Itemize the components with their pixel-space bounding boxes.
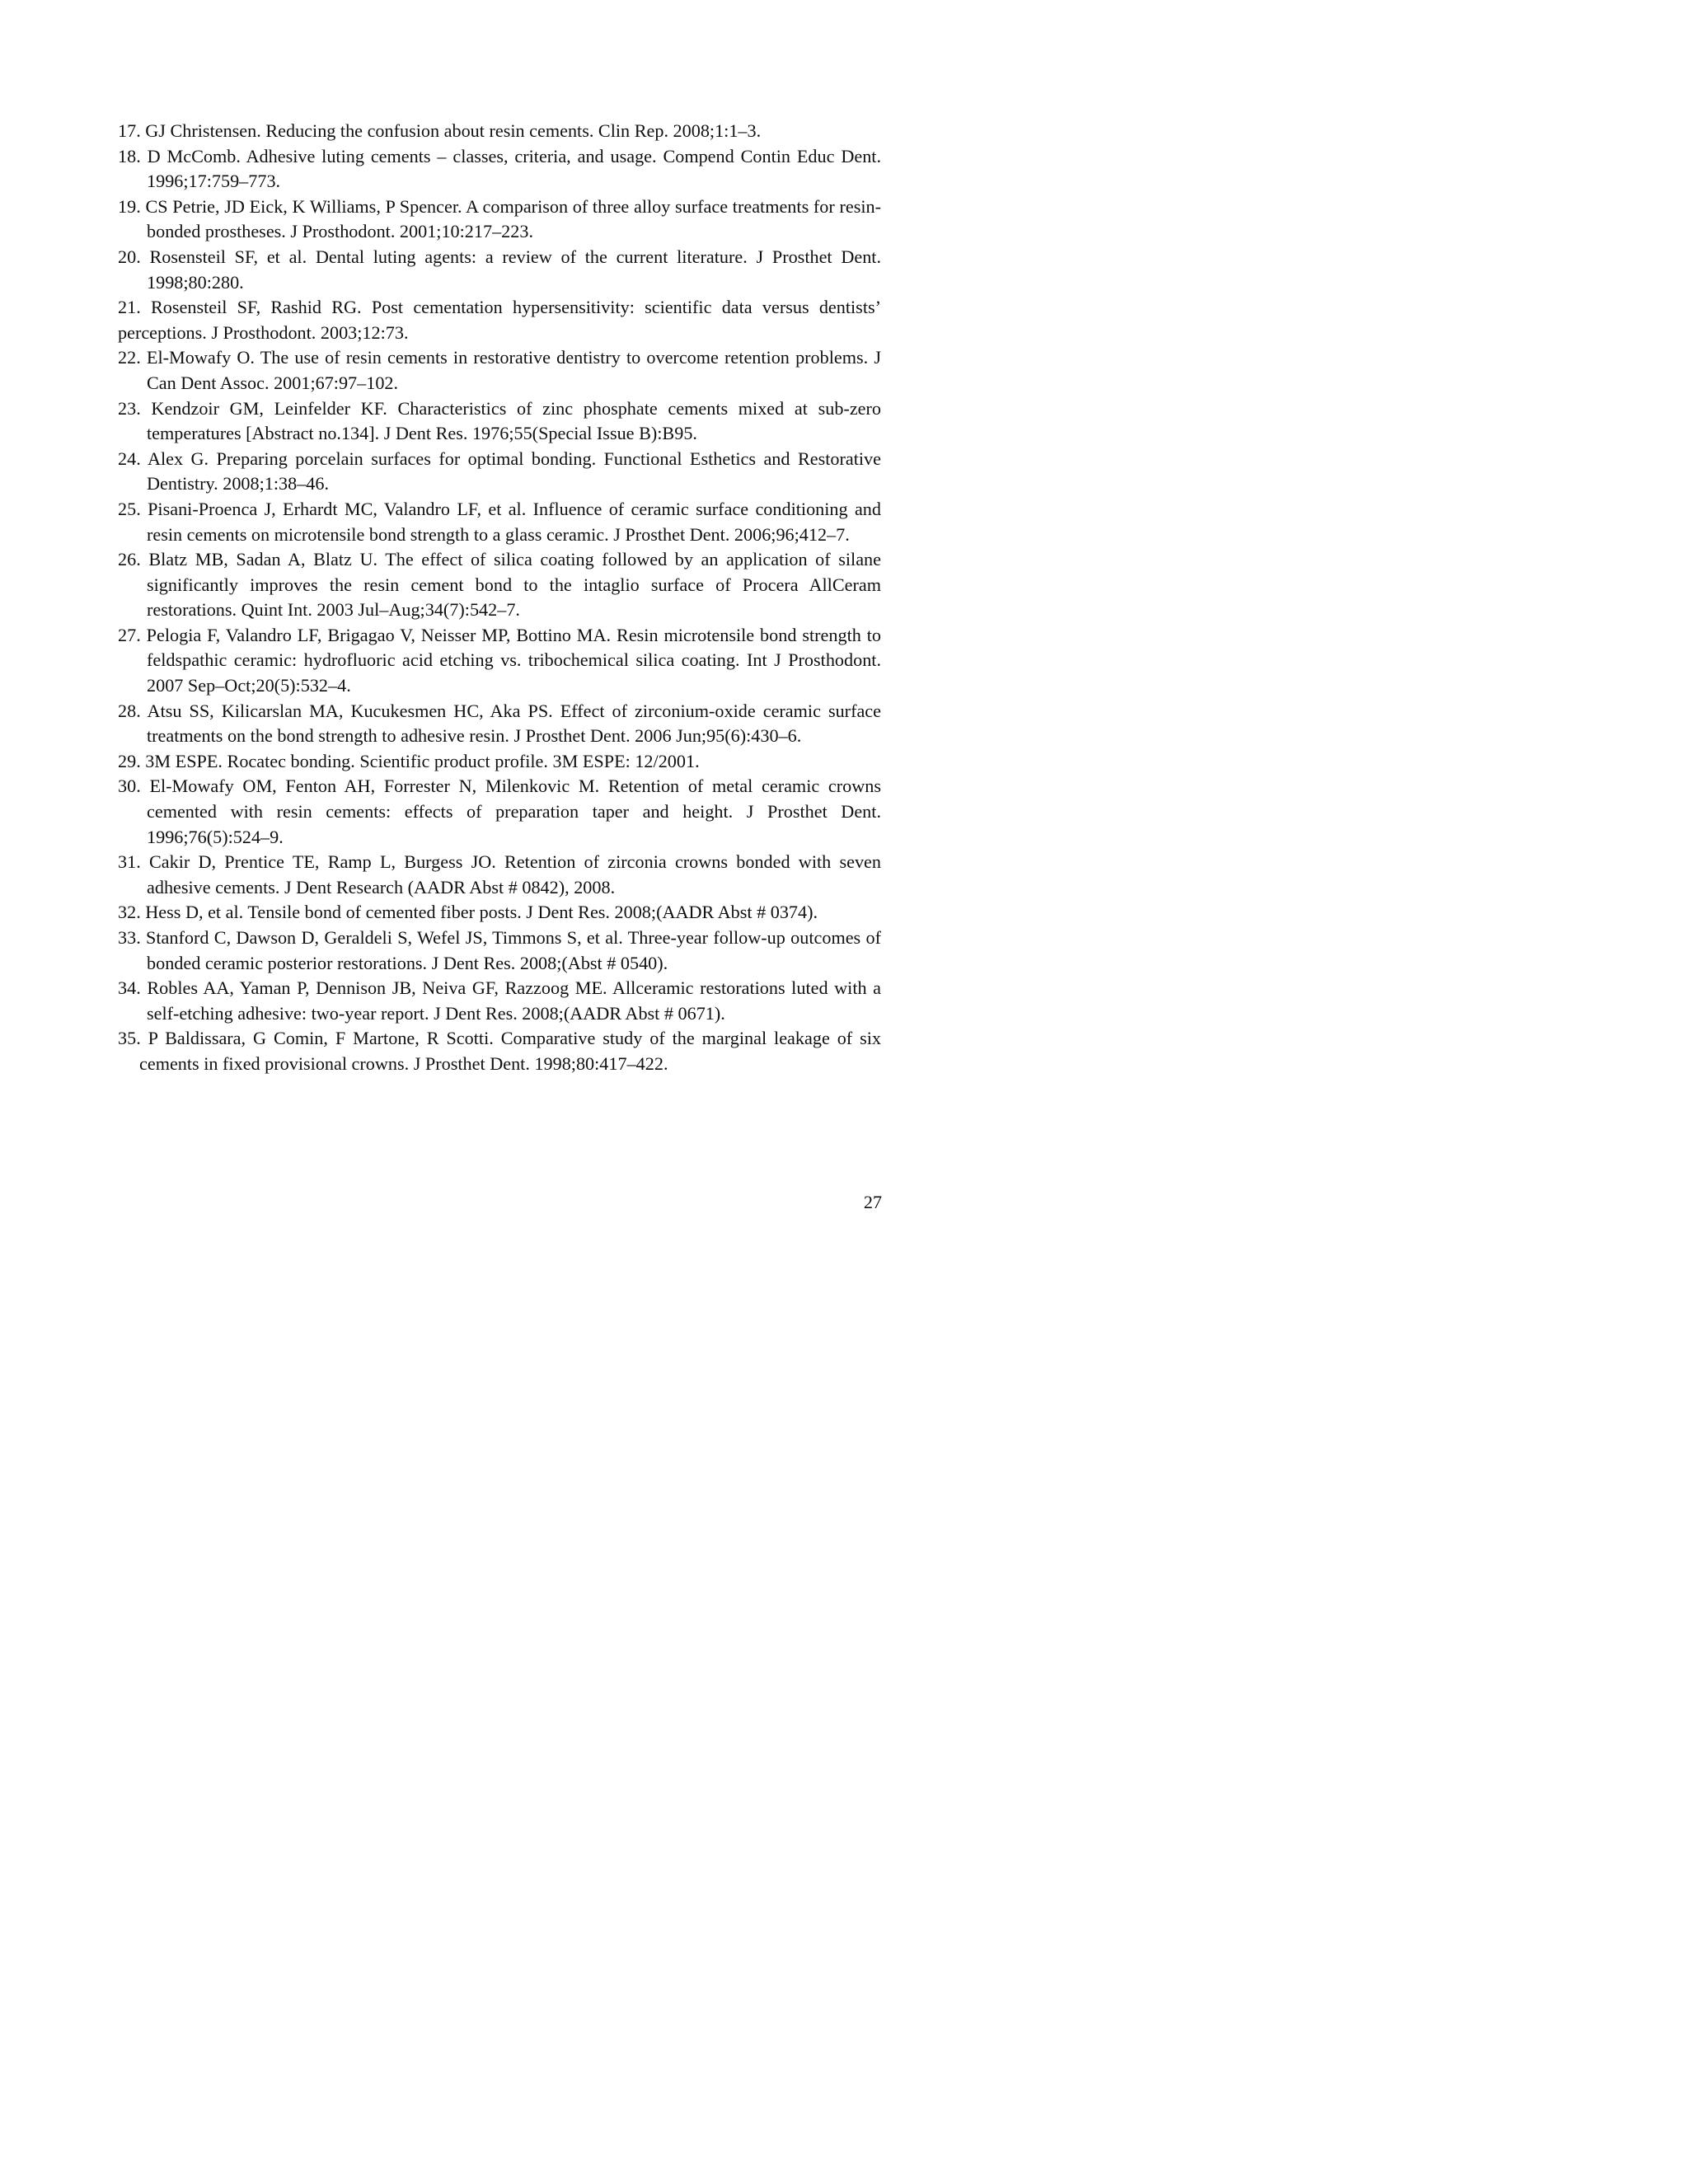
reference-25 (118, 497, 881, 547)
reference-18 (118, 144, 881, 194)
reference-21 (118, 295, 881, 345)
reference-text: Kendzoir GM, Leinfelder KF. Characteristics of zinc phosphate cements mixed at sub-zero temperatures [Abstract no.134]. J Dent Res. 1976;55(Special Issue B):B95. (147, 397, 882, 444)
reference-29 (118, 749, 881, 775)
reference-number: 19. (118, 195, 141, 217)
reference-number: 26. (118, 549, 141, 570)
reference-text: Stanford C, Dawson D, Geraldeli S, Wefel JS, Timmons S, et al. Three-year follow-up outcomes of bonded ceramic posterior restorations. J Dent Res. 2008;(Abst # 0540). (146, 927, 881, 973)
reference-23 (118, 396, 881, 447)
reference-34 (118, 976, 881, 1026)
reference-text: El-Mowafy O. The use of resin cements in restorative dentistry to overcome retention problems. J Can Dent Assoc. 2001;67:97–102. (146, 347, 881, 393)
reference-number: 24. (118, 448, 141, 469)
reference-text: Blatz MB, Sadan A, Blatz U. The effect of silica coating followed by an application of silane significantly improves the resin cement bond to the intaglio surface of Procera AllCeram restorations. Quint Int. 2003 Jul–Aug;34(7):542–7. (147, 549, 881, 621)
reference-number: 33. (118, 927, 141, 948)
reference-text: Rosensteil SF, Rashid RG. Post cementation hypersensitivity: scientific data versus dentists’ perceptions. J Prosthodont. 2003;12:73. (118, 297, 882, 343)
reference-text: Hess D, et al. Tensile bond of cemented fiber posts. J Dent Res. 2008;(AADR Abst # 0374). (145, 902, 818, 923)
reference-number: 18. (118, 145, 141, 166)
page-number: 27 (863, 1192, 882, 1212)
reference-text: D McComb. Adhesive luting cements – classes, criteria, and usage. Compend Contin Educ Dent. 1996;17:759–773. (147, 145, 881, 192)
reference-list (118, 119, 881, 1077)
document-page (0, 0, 1009, 1305)
reference-text: Cakir D, Prentice TE, Ramp L, Burgess JO. Retention of zirconia crowns bonded with seven adhesive cements. J Dent Research (AADR Abst # 0842), 2008. (147, 851, 882, 898)
reference-text: Rosensteil SF, et al. Dental luting agents: a review of the current literature. J Prosthet Dent. 1998;80:280. (147, 246, 881, 293)
reference-number: 22. (118, 347, 141, 368)
reference-19 (118, 194, 881, 245)
reference-text: Robles AA, Yaman P, Dennison JB, Neiva GF, Razzoog ME. Allceramic restorations luted with a self-etching adhesive: two-year report. J Dent Res. 2008;(AADR Abst # 0671). (147, 977, 882, 1024)
reference-text: Alex G. Preparing porcelain surfaces for optimal bonding. Functional Esthetics and Restorative Dentistry. 2008;1:38–46. (147, 448, 881, 494)
reference-26 (118, 547, 881, 623)
reference-text: Atsu SS, Kilicarslan MA, Kucukesmen HC, Aka PS. Effect of zirconium-oxide ceramic surface treatments on the bond strength to adhesive resin. J Prosthet Dent. 2006 Jun;95(6):430–6. (147, 700, 882, 747)
reference-number: 21. (118, 297, 141, 318)
reference-number: 20. (118, 246, 141, 267)
reference-20 (118, 245, 881, 295)
reference-24 (118, 447, 881, 497)
reference-28 (118, 699, 881, 749)
reference-text: 3M ESPE. Rocatec bonding. Scientific product profile. 3M ESPE: 12/2001. (145, 750, 700, 771)
reference-number: 32. (118, 902, 141, 923)
reference-number: 25. (118, 498, 141, 519)
reference-text: GJ Christensen. Reducing the confusion about resin cements. Clin Rep. 2008;1:1–3. (145, 120, 762, 141)
reference-number: 27. (118, 624, 141, 645)
reference-text: El-Mowafy OM, Fenton AH, Forrester N, Milenkovic M. Retention of metal ceramic crowns cemented with resin cements: effects of preparation taper and height. J Prosthet Dent. 1996;76(5):524–9. (147, 776, 881, 847)
reference-number: 23. (118, 397, 141, 419)
reference-text: CS Petrie, JD Eick, K Williams, P Spencer. A comparison of three alloy surface treatments for resin-bonded prostheses. J Prosthodont. 2001;10:217–223. (145, 195, 881, 242)
reference-31 (118, 850, 881, 900)
reference-number: 28. (118, 700, 141, 721)
reference-number: 17. (118, 120, 141, 141)
reference-text: Pelogia F, Valandro LF, Brigagao V, Neisser MP, Bottino MA. Resin microtensile bond strength to feldspathic ceramic: hydrofluoric acid etching vs. tribochemical silica coating. Int J Prosthodont. 2007 Sep–Oct;20(5):532–4. (146, 624, 882, 696)
reference-number: 34. (118, 977, 141, 999)
reference-35 (118, 1026, 881, 1076)
reference-text: Pisani-Proenca J, Erhardt MC, Valandro LF, et al. Influence of ceramic surface conditioning and resin cements on microtensile bond strength to a glass ceramic. J Prosthet Dent. 2006;96;412–7. (147, 498, 881, 545)
reference-17 (118, 119, 881, 144)
reference-number: 30. (118, 776, 141, 797)
reference-32 (118, 900, 881, 926)
reference-text: P Baldissara, G Comin, F Martone, R Scotti. Comparative study of the marginal leakage of six cements in fixed provisional crowns. J Prosthet Dent. 1998;80:417–422. (139, 1028, 882, 1074)
reference-22 (118, 345, 881, 396)
reference-number: 35. (118, 1028, 141, 1049)
reference-33 (118, 926, 881, 976)
reference-27 (118, 623, 881, 699)
reference-number: 31. (118, 851, 141, 873)
reference-30 (118, 774, 881, 850)
reference-number: 29. (118, 750, 141, 771)
